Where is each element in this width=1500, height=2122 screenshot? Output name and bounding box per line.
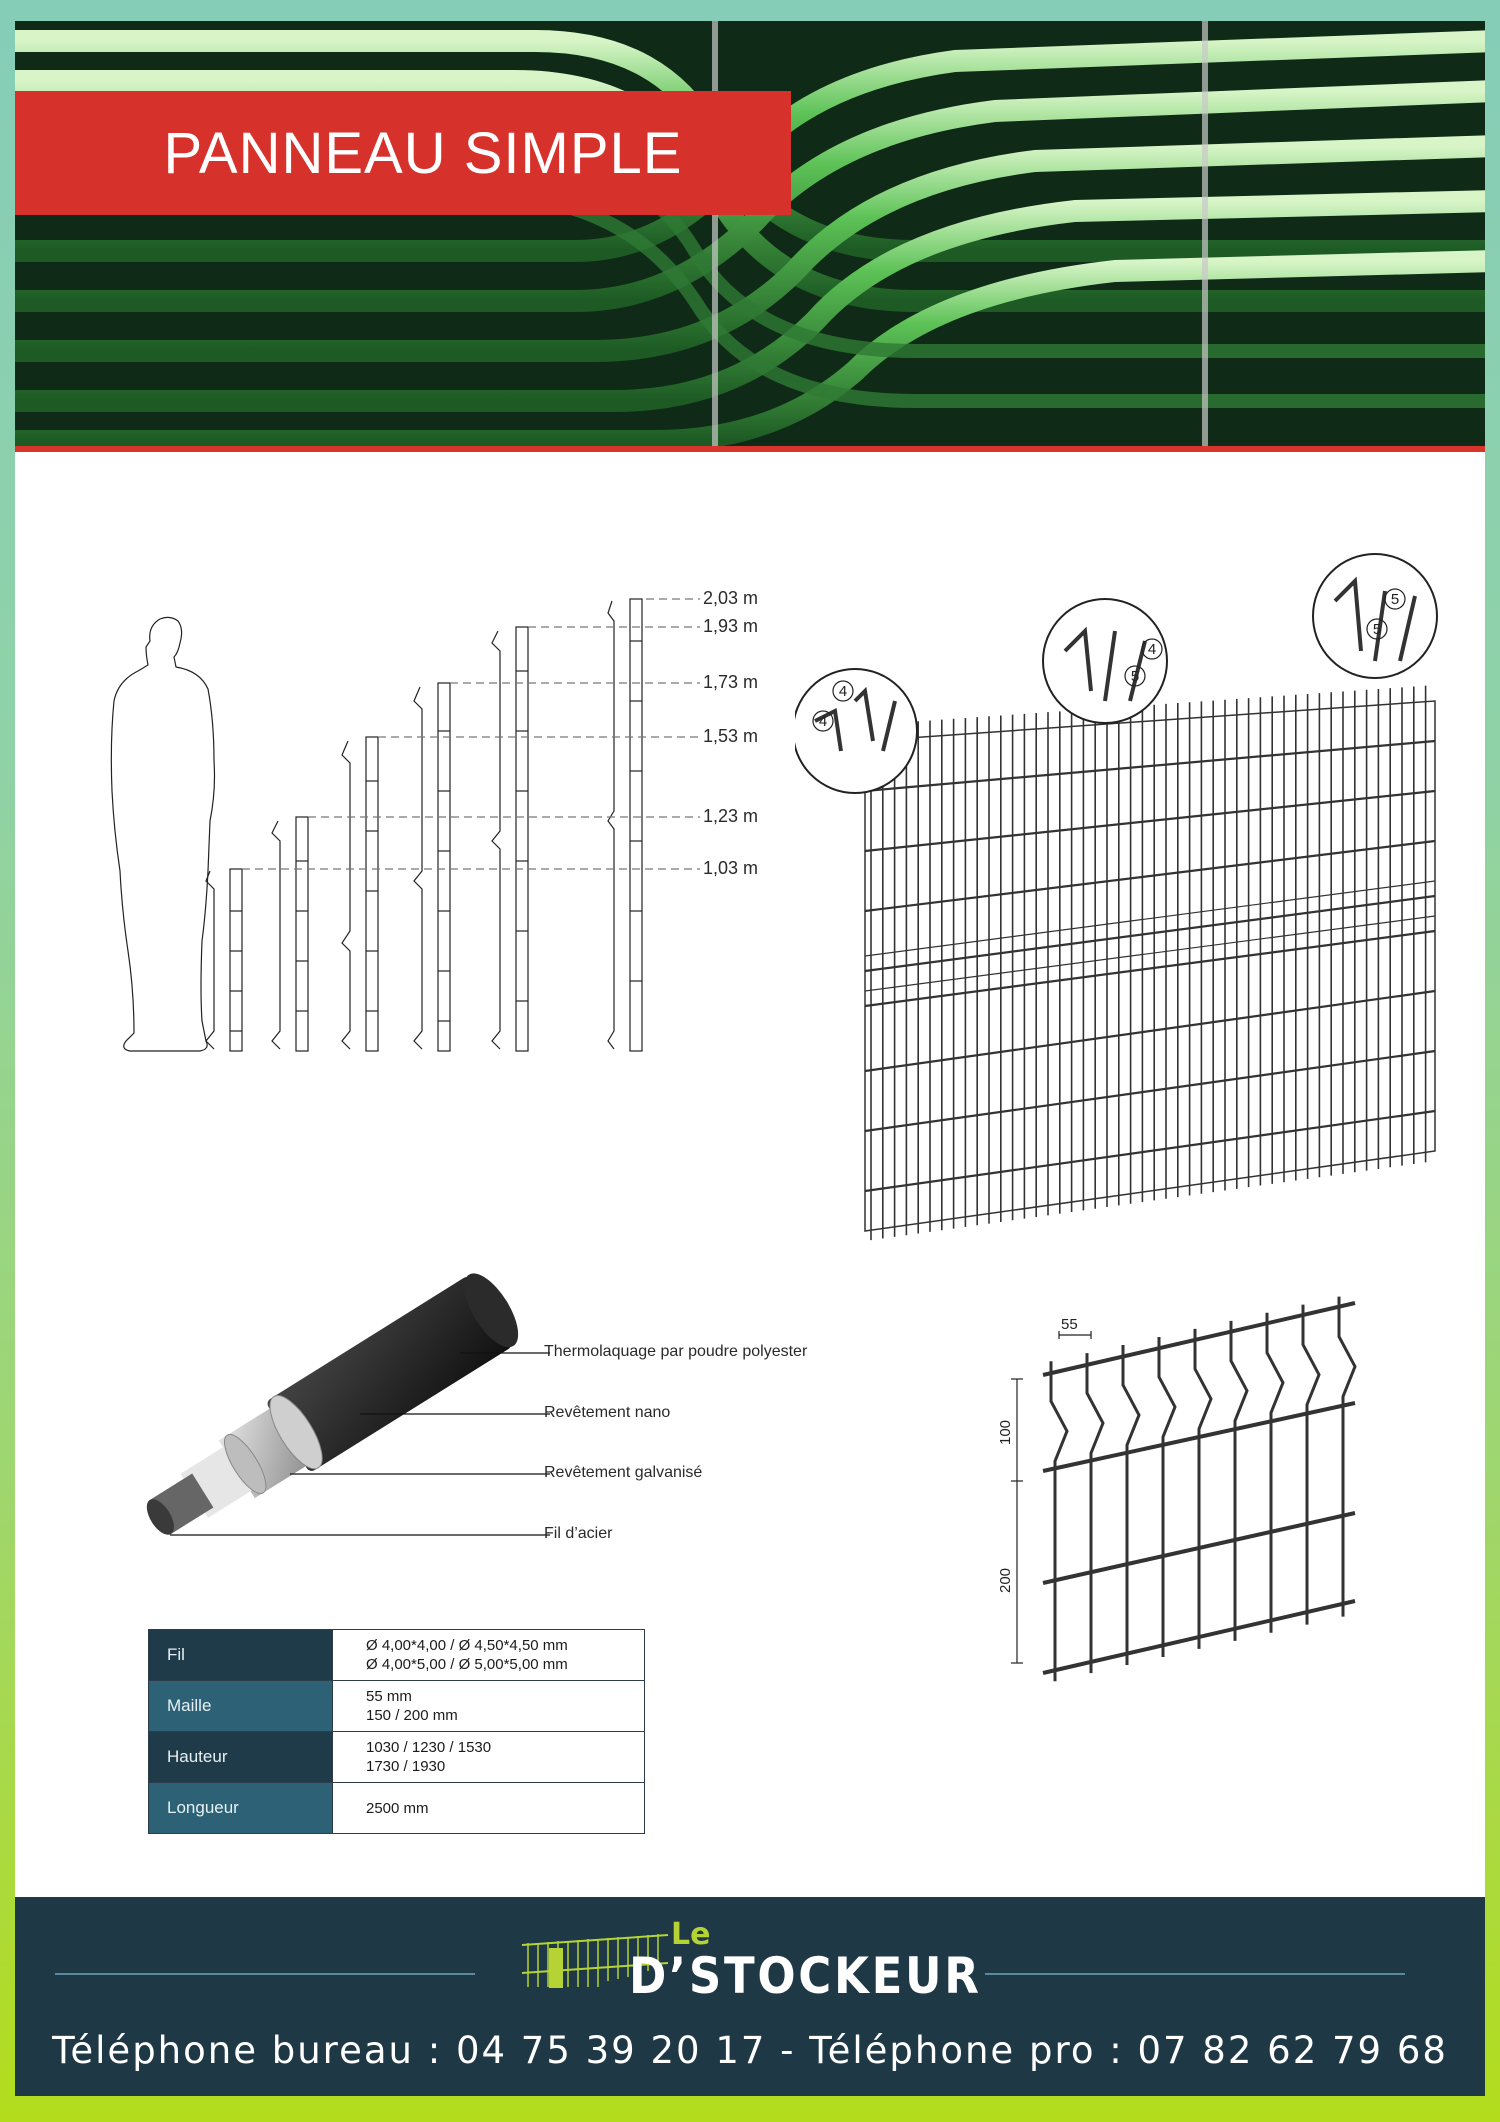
logo-text-main: D’STOCKEUR bbox=[629, 1947, 982, 2005]
spec-value bbox=[333, 1681, 645, 1732]
fence-panel-drawing bbox=[795, 551, 1475, 1271]
spec-label: Maille bbox=[149, 1681, 333, 1732]
layer-label-polyester: Thermolaquage par poudre polyester bbox=[544, 1343, 808, 1360]
panel-profile-193 bbox=[492, 627, 528, 1051]
callout-4c: 4 bbox=[1147, 641, 1157, 658]
footer bbox=[15, 1897, 1485, 2096]
layer-label-nano: Revêtement nano bbox=[544, 1404, 671, 1421]
height-label-193: 1,93 m bbox=[703, 616, 759, 636]
spec-row bbox=[149, 1630, 645, 1681]
footer-rule-right bbox=[985, 1973, 1405, 1975]
banner bbox=[15, 21, 1485, 452]
specifications-table bbox=[148, 1629, 645, 1834]
height-label-103: 1,03 m bbox=[703, 858, 759, 878]
spec-value-line: 1730 / 1930 bbox=[366, 1758, 446, 1775]
spec-value bbox=[333, 1630, 645, 1681]
height-label-203: 2,03 m bbox=[703, 588, 759, 608]
spec-label: Hauteur bbox=[149, 1732, 333, 1783]
spec-value-line: 55 mm bbox=[366, 1688, 412, 1705]
height-label-153: 1,53 m bbox=[703, 726, 759, 746]
panel-profile-153 bbox=[342, 737, 378, 1051]
spec-label: Longueur bbox=[149, 1783, 333, 1834]
panel-profile-203 bbox=[608, 599, 642, 1051]
dimension-lower-height: 200 bbox=[997, 1567, 1014, 1593]
spec-value-line: 2500 mm bbox=[366, 1799, 429, 1817]
dimension-mesh-width: 55 bbox=[1061, 1316, 1078, 1333]
phone-numbers: Téléphone bureau : 04 75 39 20 17 - Téléphone pro : 07 82 62 79 68 bbox=[52, 2029, 1448, 2072]
spec-value bbox=[333, 1732, 645, 1783]
spec-value bbox=[333, 1783, 645, 1834]
mesh-detail-drawing bbox=[995, 1283, 1365, 1693]
spec-value-line: 150 / 200 mm bbox=[366, 1707, 458, 1724]
spec-value-line: Ø 4,00*4,00 / Ø 4,50*4,50 mm bbox=[366, 1637, 568, 1654]
callout-4b: 4 bbox=[818, 713, 828, 730]
callout-5a: 5 bbox=[1130, 668, 1140, 685]
spec-row bbox=[149, 1732, 645, 1783]
spec-value-line: Ø 4,00*5,00 / Ø 5,00*5,00 mm bbox=[366, 1656, 568, 1673]
catalog-page bbox=[15, 21, 1485, 2096]
callout-5b: 5 bbox=[1390, 591, 1400, 608]
callout-4a: 4 bbox=[838, 683, 848, 700]
layer-label-steel: Fil d’acier bbox=[544, 1525, 613, 1542]
logo-text-le: Le bbox=[671, 1917, 711, 1952]
panel-profile-173 bbox=[414, 683, 450, 1051]
dimension-upper-height: 100 bbox=[997, 1419, 1014, 1445]
height-label-173: 1,73 m bbox=[703, 672, 759, 692]
height-label-123: 1,23 m bbox=[703, 806, 759, 826]
spec-row bbox=[149, 1783, 645, 1834]
footer-rule-left bbox=[55, 1973, 475, 1975]
panel-profile-103 bbox=[206, 869, 242, 1051]
wire-coating-cross-section bbox=[110, 1261, 550, 1561]
layer-label-galvanized: Revêtement galvanisé bbox=[544, 1464, 703, 1481]
spec-value-line: 1030 / 1230 / 1530 bbox=[366, 1739, 492, 1756]
callout-5c: 5 bbox=[1372, 621, 1382, 638]
height-comparison-drawing bbox=[90, 571, 730, 1151]
page-title: PANNEAU SIMPLE bbox=[163, 120, 683, 186]
green-rods-photo bbox=[15, 21, 1485, 446]
panel-profile-123 bbox=[272, 817, 308, 1051]
title-box bbox=[15, 91, 791, 215]
spec-row bbox=[149, 1681, 645, 1732]
spec-label: Fil bbox=[149, 1630, 333, 1681]
